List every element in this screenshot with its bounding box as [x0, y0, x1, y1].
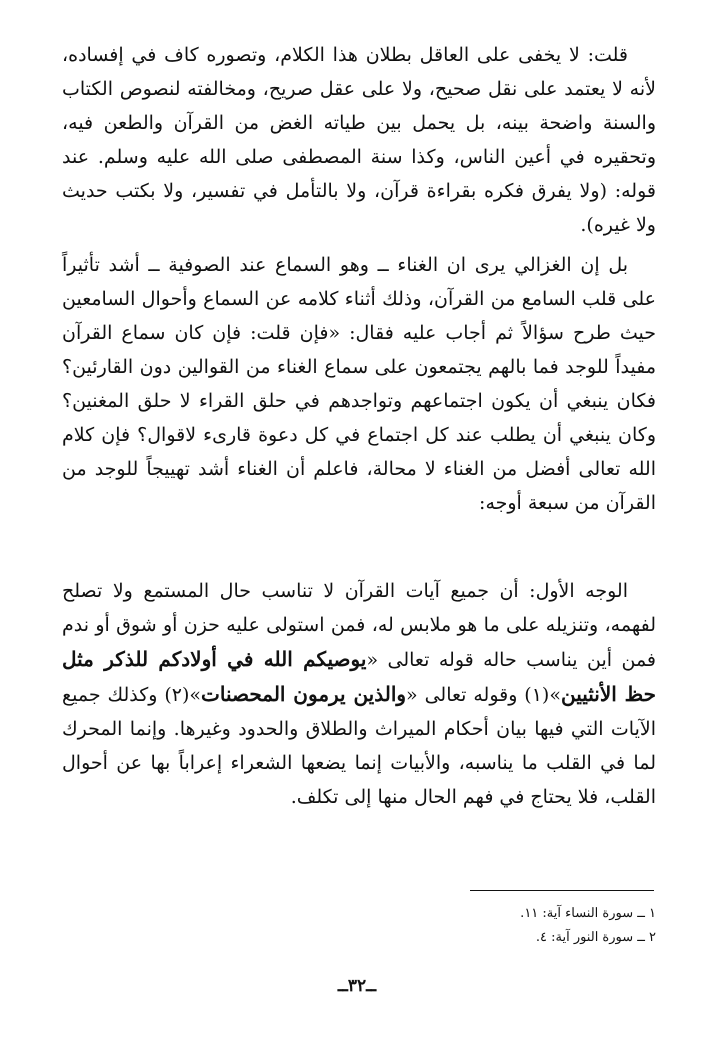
- paragraph-3-text: [62, 574, 656, 814]
- quran-verse-2: والذين يرمون المحصنات: [201, 682, 407, 706]
- footnote-separator: [470, 890, 654, 891]
- paragraph-2-text: بل إن الغزالي يرى ان الغناء ــ وهو السماع عند الصوفية ــ أشد تأثيراً على قلب السامع من القرآن، وذلك أثناء كلامه عن السماع وأحوال السامعين حيث طرح سؤالاً ثم أجاب عليه فقال: «فإن قلت: فإن كان سماع القرآن مفيداً للوجد فما بالهم يجتمعون على سماع الغناء من القوالين دون القارئين؟ فكان ينبغي أن يكون اجتماعهم وتواجدهم في حلق القراء لا حلق المغنين؟ وكان ينبغي أن يطلب عند كل اجتماع في كل دعوة قارىء لاقوال؟ فإن كلام الله تعالى أفضل من الغناء لا محالة، فاعلم أن الغناء أشد تهييجاً للوجد من القرآن من سبعة أوجه:: [62, 254, 656, 514]
- footnote-2: ٢ ــ سورة النور آية: ٤.: [535, 930, 656, 945]
- main-text-paragraph-1: [62, 38, 656, 242]
- paragraph-1-text: قلت: لا يخفى على العاقل بطلان هذا الكلام، وتصوره كاف في إفساده، لأنه لا يعتمد على نقل صحيح، ولا على عقل صريح، ومخالفته لنصوص الكتاب والسنة واضحة بينه، بل يحمل بين طياته الغض من القرآن والطعن فيه، وتحقيره في أعين الناس، وكذا سنة المصطفى صلى الله عليه وسلم. عند قوله: (ولا يفرق فكره بقراءة قرآن، ولا بالتأمل في تفسير، ولا بكتب حديث ولا غيره).: [62, 44, 656, 236]
- paragraph-3-middle: »(١) وقوله تعالى «: [406, 684, 561, 706]
- quran-verse-1: يوصيكم الله في أولادكم للذكر مثل حظ الأنثيين: [62, 647, 656, 706]
- paragraph-3-closing: »(٢) وكذلك جميع الآيات التي فيها بيان أحكام الميراث والطلاق والحدود وغيرها. وإنما المحرك لما في القلب ما يناسبه، والأبيات إنما يضعها الشعراء إعراباً بها عن أحوال القلب، فلا يحتاج في فهم الحال منها إلى تكلف.: [62, 684, 656, 808]
- footnote-1: ١ ــ سورة النساء آية: ١١.: [520, 906, 656, 921]
- main-text-paragraph-2: [62, 248, 656, 520]
- footnotes: [356, 902, 656, 950]
- paragraph-3-opening: الوجه الأول: أن جميع آيات القرآن لا تناسب حال المستمع ولا تصلح لفهمه، وتنزيله على ما هو ملابس له، فمن استولى عليه حزن أو شوق أو ندم فمن أين يناسب حاله قوله تعالى «: [62, 580, 657, 671]
- page-number: ــ٣٢ــ: [337, 976, 377, 996]
- main-text-paragraph-3: [62, 574, 656, 814]
